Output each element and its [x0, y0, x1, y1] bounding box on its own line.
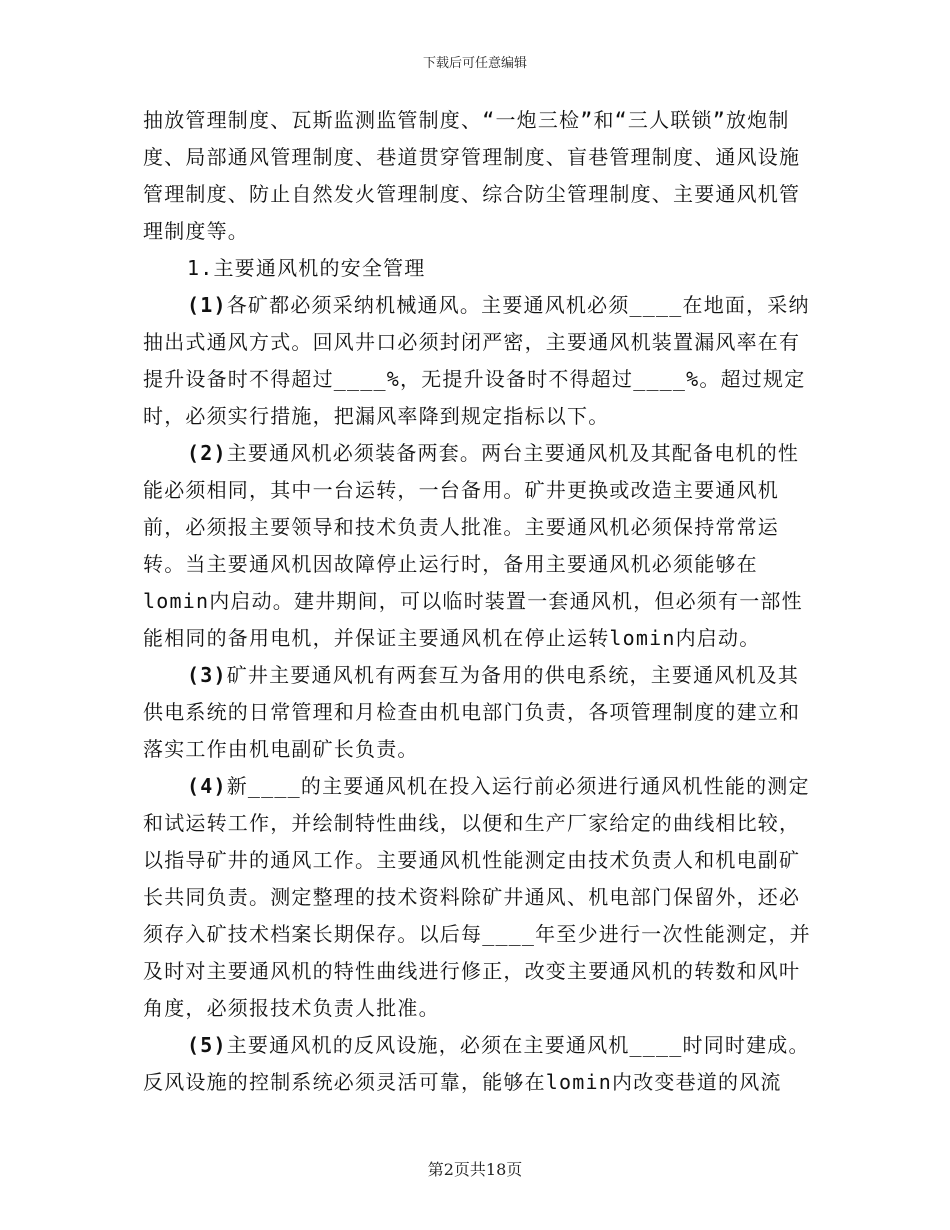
- paragraph: [143, 287, 815, 435]
- page-header: 下载后可任意编辑: [422, 56, 527, 71]
- page-footer: 第2页共18页: [427, 1160, 523, 1179]
- paragraph: [143, 435, 815, 657]
- section-heading-text: 1.主要通风机的安全管理: [187, 256, 426, 280]
- paragraph: [143, 102, 815, 250]
- item-number: (3): [187, 663, 227, 687]
- paragraph-text: 新____的主要通风机在投入运行前必须进行通风机性能的测定和试运转工作，并绘制特性曲线，以便和生产厂家给定的曲线相比较，以指导矿井的通风工作。主要通风机性能测定由技术负责人和机电副矿长共同负责。测定整理的技术资料除矿井通风、机电部门保留外，还必须存入矿技术档案长期保存。以后每____年至少进行一次性能测定，并及时对主要通风机的特性曲线进行修正，改变主要通风机的转数和风叶角度，必须报技术负责人批准。: [143, 774, 811, 1020]
- paragraph-text: 主要通风机必须装备两套。两台主要通风机及其配备电机的性能必须相同，其中一台运转，一台备用。矿井更换或改造主要通风机前，必须报主要领导和技术负责人批准。主要通风机必须保持常常运转。当主要通风机因故障停止运行时，备用主要通风机必须能够在lomin内启动。建井期间，可以临时装置一套通风机，但必须有一部性能相同的备用电机，并保证主要通风机在停止运转lomin内启动。: [143, 441, 803, 650]
- item-number: (4): [187, 774, 227, 798]
- section-heading: [143, 250, 815, 287]
- item-number: (2): [187, 441, 227, 465]
- paragraph: [143, 1027, 815, 1101]
- document-body: [143, 102, 815, 1101]
- paragraph-text: 矿井主要通风机有两套互为备用的供电系统，主要通风机及其供电系统的日常管理和月检查由机电部门负责，各项管理制度的建立和落实工作由机电副矿长负责。: [143, 663, 801, 761]
- paragraph-text: 各矿都必须采纳机械通风。主要通风机必须____在地面，采纳抽出式通风方式。回风井口必须封闭严密，主要通风机装置漏风率在有提升设备时不得超过____%，无提升设备时不得超过____%。超过规定时，必须实行措施，把漏风率降到规定指标以下。: [143, 293, 810, 428]
- paragraph: [143, 768, 815, 1027]
- paragraph-text: 抽放管理制度、瓦斯监测监管制度、“一炮三检”和“三人联锁”放炮制度、局部通风管理制度、巷道贯穿管理制度、盲巷管理制度、通风设施管理制度、防止自然发火管理制度、综合防尘管理制度、主要通风机管理制度等。: [143, 108, 801, 243]
- item-number: (1): [187, 293, 227, 317]
- paragraph: [143, 657, 815, 768]
- paragraph-text: 主要通风机的反风设施，必须在主要通风机____时同时建成。反风设施的控制系统必须灵活可靠，能够在lomin内改变巷道的风流: [143, 1033, 810, 1094]
- item-number: (5): [187, 1033, 227, 1057]
